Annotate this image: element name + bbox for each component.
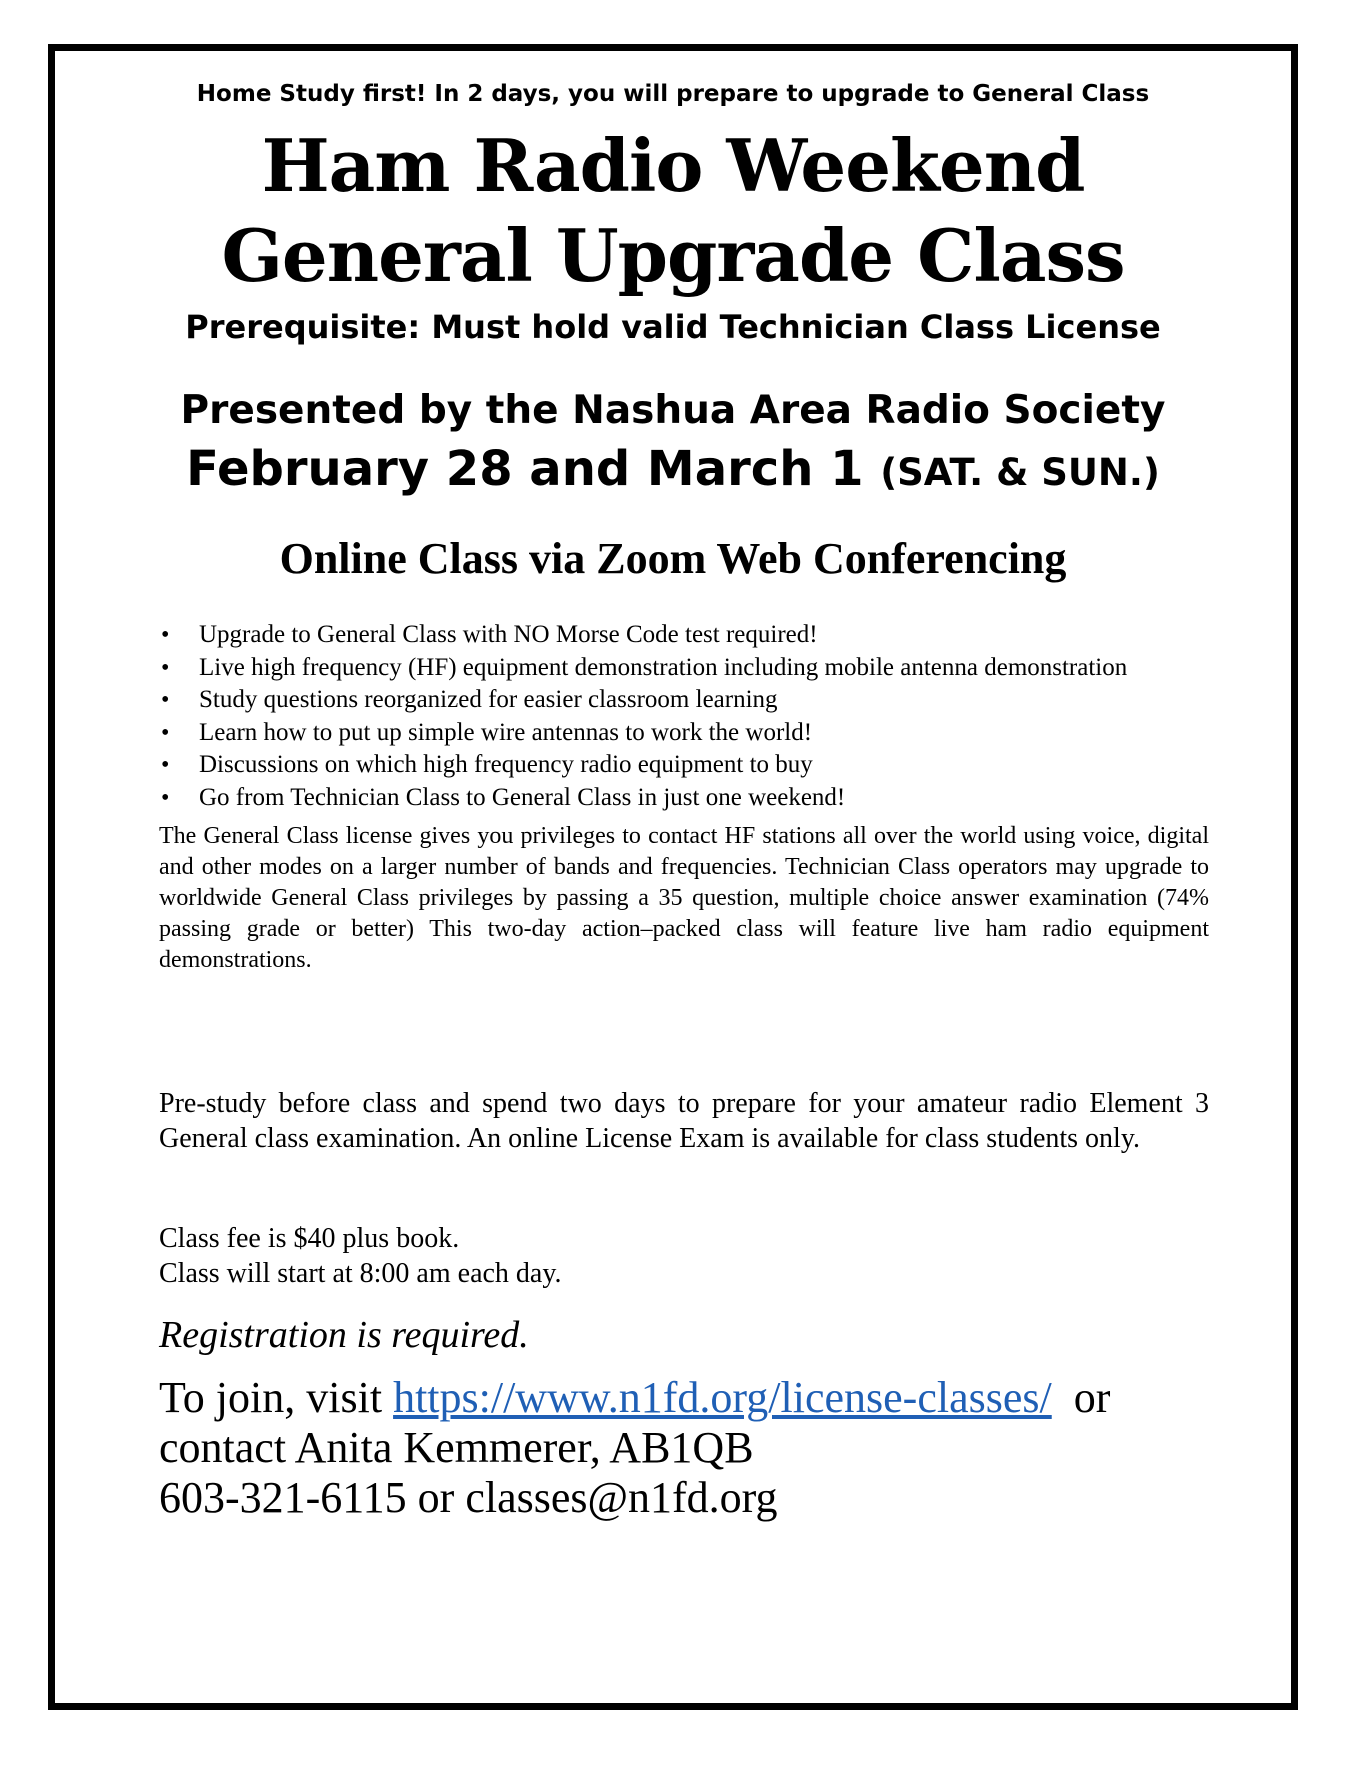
title-line-1: Ham Radio Weekend: [261, 123, 1085, 208]
registration-note: Registration is required.: [159, 1314, 529, 1356]
contact-info: [159, 1373, 1209, 1523]
fee-and-time: [159, 1221, 1209, 1291]
days-text: (SAT. & SUN.): [880, 451, 1160, 494]
dates-text: February 28 and March 1: [186, 441, 864, 497]
list-item: • Discussions on which high frequency radio equipment to buy: [159, 749, 1209, 782]
list-item: • Live high frequency (HF) equipment demonstration including mobile antenna demonstration: [159, 652, 1209, 685]
feature-list: [159, 619, 1209, 814]
start-time: Class will start at 8:00 am each day.: [159, 1258, 562, 1289]
class-format: Online Class via Zoom Web Conferencing: [279, 534, 1067, 583]
list-item: • Upgrade to General Class with NO Morse Code test required!: [159, 619, 1209, 652]
class-fee: Class fee is $40 plus book.: [159, 1223, 460, 1254]
class-dates: [55, 441, 1291, 497]
title-line-2: General Upgrade Class: [221, 213, 1125, 298]
presented-by: Presented by the Nashua Area Radio Society: [180, 388, 1166, 433]
list-item: • Go from Technician Class to General Class in just one weekend!: [159, 782, 1209, 815]
contact-person: contact Anita Kemmerer, AB1QB: [159, 1423, 754, 1472]
contact-phone-email: 603-321-6115 or classes@n1fd.org: [159, 1473, 778, 1522]
join-prefix: To join, visit: [159, 1373, 394, 1422]
prerequisite: Prerequisite: Must hold valid Technician Class License: [185, 308, 1161, 346]
prestudy-description: Pre-study before class and spend two days to prepare for your amateur radio Element 3 General class examination. An online License Exam is available for class students only.: [159, 1088, 1209, 1154]
join-suffix: or: [1051, 1373, 1111, 1422]
flyer-border: [48, 44, 1298, 1710]
list-item: • Learn how to put up simple wire antennas to work the world!: [159, 717, 1209, 750]
license-classes-link[interactable]: https://www.n1fd.org/license-classes/: [393, 1373, 1052, 1422]
tagline: Home Study first! In 2 days, you will prepare to upgrade to General Class: [196, 81, 1150, 107]
license-description: The General Class license gives you privileges to contact HF stations all over the world using voice, digital and other modes on a larger number of bands and frequencies. Technician Class operators may upgrade to worldwide General Class privileges by passing a 35 question, multiple choice answer examination (74% passing grade or better) This two-day action–packed class will feature live ham radio equipment demonstrations.: [159, 823, 1209, 973]
join-line: [159, 1373, 1209, 1423]
list-item: • Study questions reorganized for easier classroom learning: [159, 684, 1209, 717]
